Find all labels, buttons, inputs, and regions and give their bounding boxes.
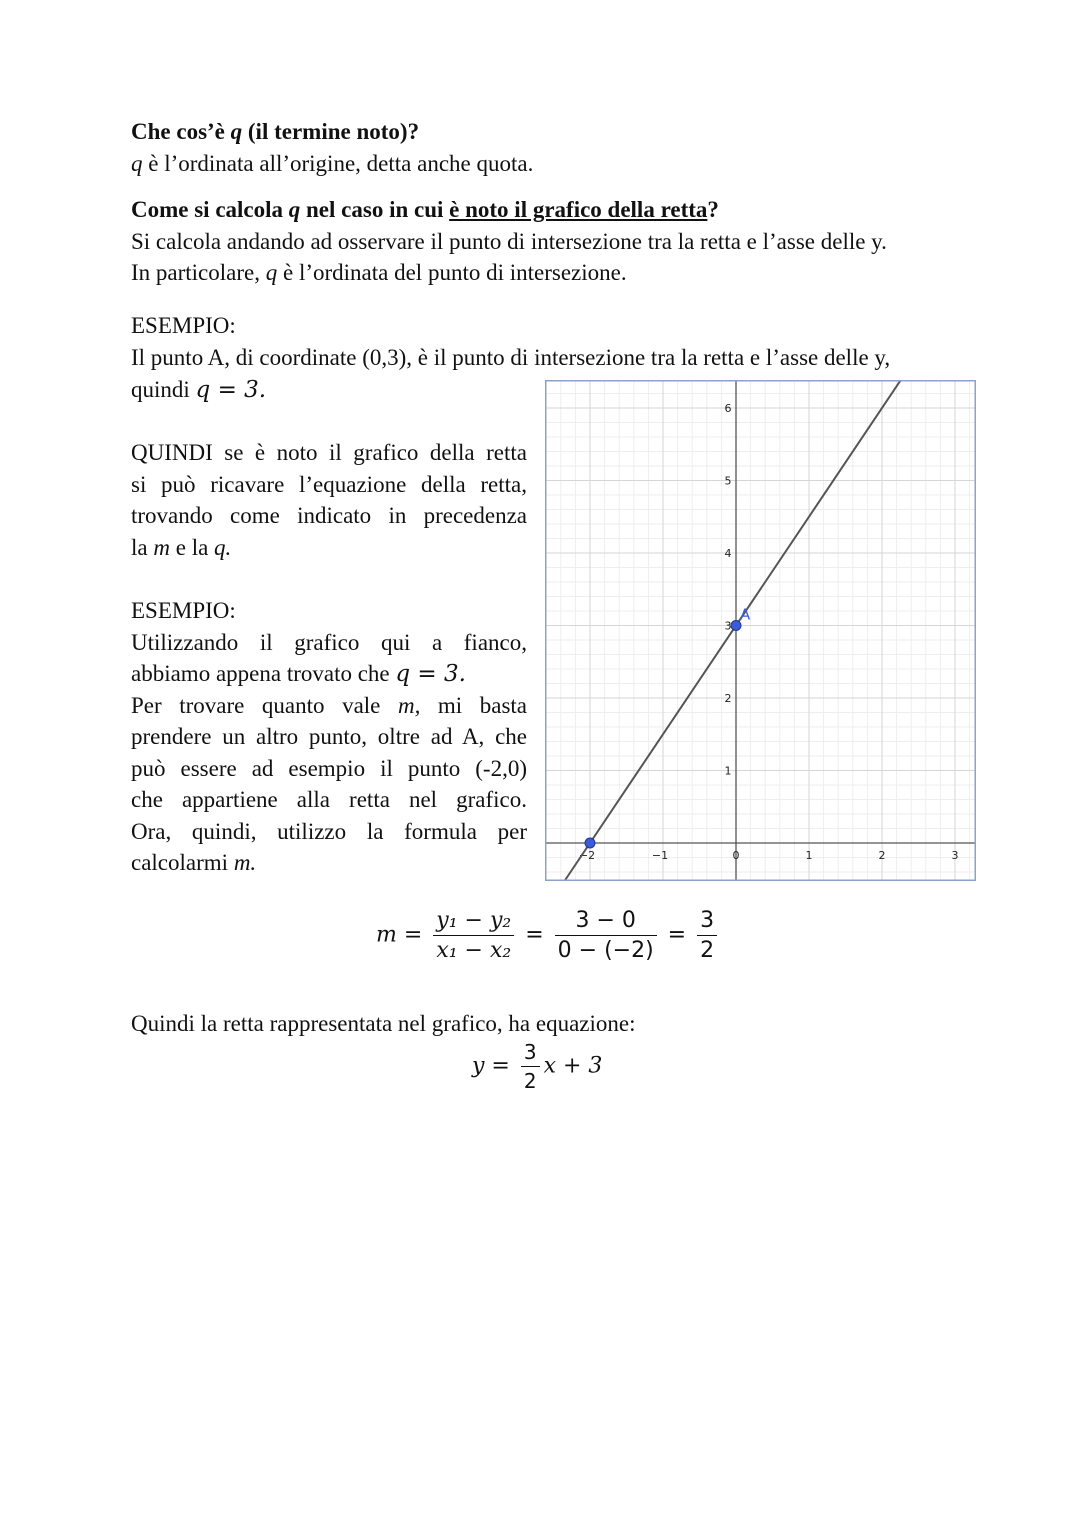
question-q: Che cos’è q (il termine noto)? [131,119,420,144]
quindi-paragraph: QUINDI se è noto il grafico della retta si può ricavare l’equazione della retta, trovando come indicato in precedenza la m e la q. [131,440,527,560]
answer-q: q è l’ordinata all’origine, detta anche quota. [131,151,534,176]
y-tick-label: 1 [724,764,732,778]
example-2-paragraph: ESEMPIO: Utilizzando il grafico qui a fianco, abbiamo appena trovato che q = 3. Per trovare quanto vale m, mi basta prendere un altro punto, oltre ad A, che può essere ad esempio il punto (-2,0) che appartiene alla retta nel grafico. Ora, quindi, utilizzo la formula per calcolarmi m. [131,595,527,879]
y-tick-label: 4 [724,547,732,560]
example-line-1: Il punto A, di coordinate (0,3), è il punto di intersezione tra la retta e l’asse delle y, [131,345,891,370]
x-tick-label: −1 [651,849,669,862]
line-equation: y = $\frac{3}{2}$ x + 3 [472,1040,603,1093]
calc-explanation-1: Si calcola andando ad osservare il punto di intersezione tra la retta e l’asse delle y. [131,229,887,254]
example-line-2: quindi q = 3. [131,377,267,403]
line-graph [545,380,976,881]
calc-explanation-2: In particolare, q è l’ordinata del punto di intersezione. [131,260,627,285]
y-tick-label: 3 [724,619,732,633]
data-point [585,838,595,848]
question-calc-q: Come si calcola q nel caso in cui è noto il grafico della retta? [131,197,719,222]
x-tick-label: 3 [951,849,959,862]
example-heading-1: ESEMPIO: [131,313,236,338]
x-tick-label: −2 [578,849,596,862]
y-tick-label: 2 [724,692,732,705]
slope-formula: m = $\frac{\text{y₁ − y₂}}{\text{x₁ − x₂}}$ = $\frac{3 - 0}{0 - (-2)}$ = $\frac{3}{2}$ [376,908,721,963]
x-tick-label: 1 [805,849,813,862]
conclusion-text: Quindi la retta rappresentata nel grafico, ha equazione: [131,1011,636,1036]
x-tick-label: 2 [878,849,886,862]
y-tick-label: 5 [724,474,732,488]
point-label-A: A [740,605,751,624]
y-tick-label: 6 [724,402,732,415]
example-heading-2: ESEMPIO: [131,598,236,623]
x-tick-label: 0 [732,849,740,862]
